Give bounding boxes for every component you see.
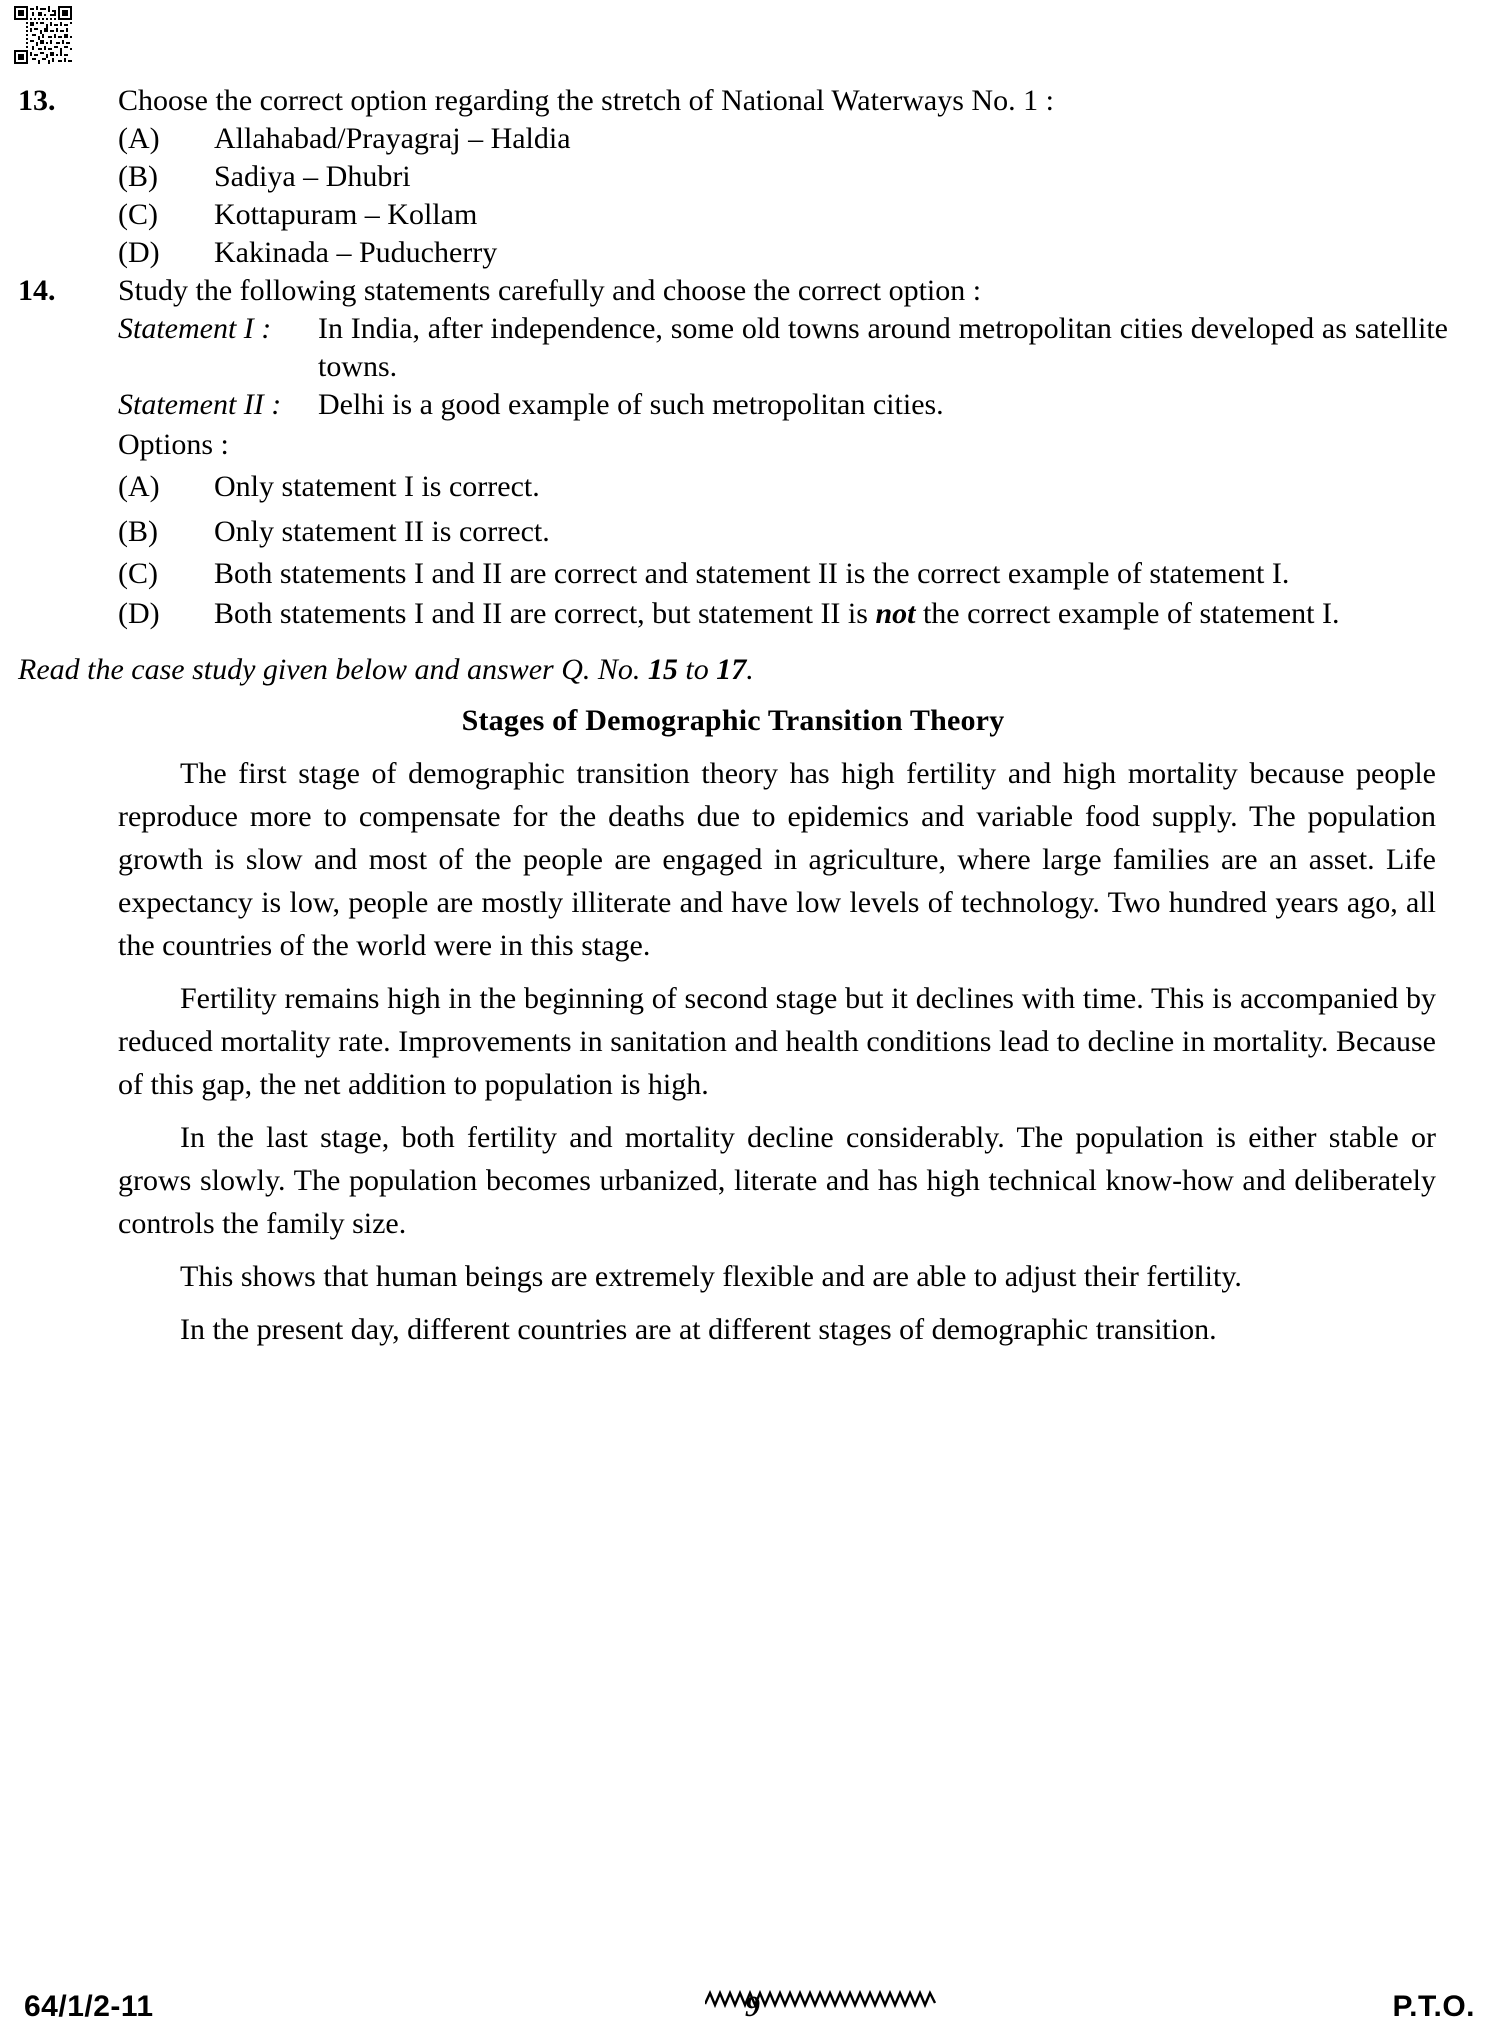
question-14-text: Study the following statements carefully and choose the correct option : [118, 274, 982, 307]
option-label-c: (C) [118, 557, 158, 590]
option-label-c: (C) [118, 198, 158, 231]
option-label-d: (D) [118, 597, 160, 630]
question-13-number: 13. [18, 84, 56, 117]
option-label-a: (A) [118, 470, 160, 503]
question-13-option-d[interactable] [118, 234, 1448, 272]
option-text-b: Only statement II is correct. [214, 515, 550, 548]
question-13-option-c[interactable] [118, 196, 1448, 234]
case-paragraph-3: In the last stage, both fertility and mortality decline considerably. The population is either stable or grows slowly. The population becomes urbanized, literate and has high technical know-how and deliberately controls the family size. [118, 1121, 1436, 1240]
option-text-b: Sadiya – Dhubri [214, 160, 411, 193]
statement-2-text: Delhi is a good example of such metropolitan cities. [318, 388, 944, 421]
case-paragraph-4: This shows that human beings are extremely flexible and are able to adjust their fertility. [180, 1260, 1242, 1293]
option-text-c: Both statements I and II are correct and statement II is the correct example of statement I. [214, 557, 1290, 590]
question-13-text: Choose the correct option regarding the stretch of National Waterways No. 1 : [118, 84, 1054, 117]
question-14 [18, 272, 1448, 634]
footer-pto-label: P.T.O. [1392, 1990, 1475, 2023]
zigzag-mark-icon [705, 1988, 937, 2010]
instruction-before: Read the case study given below and answer Q. No. [18, 653, 648, 686]
statement-1 [118, 310, 1448, 386]
case-paragraph-2: Fertility remains high in the beginning of second stage but it declines with time. This is accompanied by reduced mortality rate. Improvements in sanitation and health conditions lead to decline in mortality. Because of this gap, the net addition to population is high. [118, 982, 1436, 1101]
instruction-after: . [746, 653, 754, 686]
statement-1-text: In India, after independence, some old towns around metropolitan cities developed as satellite towns. [318, 312, 1448, 383]
question-13-option-a[interactable] [118, 120, 1448, 158]
case-study-instruction [18, 650, 1448, 690]
option-text-a: Allahabad/Prayagraj – Haldia [214, 122, 571, 155]
question-13 [18, 82, 1448, 272]
option-label-b: (B) [118, 515, 158, 548]
qr-code-icon [14, 6, 72, 64]
question-13-option-b[interactable] [118, 158, 1448, 196]
option-d-text-before: Both statements I and II are correct, but statement II is [214, 597, 876, 630]
option-d-text-after: the correct example of statement I. [915, 597, 1340, 630]
option-d-emphasis: not [875, 597, 916, 630]
option-label-a: (A) [118, 122, 160, 155]
option-label-b: (B) [118, 160, 158, 193]
footer-page-number: 9 [745, 1990, 760, 2023]
statement-2 [118, 386, 1448, 424]
case-paragraph-5: In the present day, different countries are at different stages of demographic transition. [180, 1313, 1217, 1346]
instruction-mid: to [677, 653, 717, 686]
statement-2-label: Statement II : [118, 388, 282, 421]
question-14-number: 14. [18, 274, 56, 307]
option-text-a: Only statement I is correct. [214, 470, 540, 503]
option-label-d: (D) [118, 236, 160, 269]
question-14-option-a[interactable] [118, 464, 1448, 509]
option-text-d [214, 594, 1448, 634]
instruction-q-start: 15 [647, 653, 678, 686]
case-study-heading: Stages of Demographic Transition Theory [461, 704, 1005, 737]
instruction-q-end: 17 [716, 653, 747, 686]
question-14-option-c[interactable] [118, 554, 1448, 594]
page-content [18, 82, 1448, 1351]
options-heading: Options : [118, 428, 229, 461]
question-14-option-d[interactable] [118, 594, 1448, 634]
page-footer [0, 1966, 1505, 2026]
statement-1-label: Statement I : [118, 312, 272, 345]
option-text-c: Kottapuram – Kollam [214, 198, 478, 231]
case-paragraph-1: The first stage of demographic transition theory has high fertility and high mortality because people reproduce more to compensate for the deaths due to epidemics and variable food supply. The population growth is slow and most of the people are engaged in agriculture, where large families are an asset. Life expectancy is low, people are mostly illiterate and have low levels of technology. Two hundred years ago, all the countries of the world were in this stage. [118, 757, 1436, 962]
footer-paper-code: 64/1/2-11 [24, 1990, 154, 2023]
question-14-option-b[interactable] [118, 509, 1448, 554]
option-text-d: Kakinada – Puducherry [214, 236, 498, 269]
